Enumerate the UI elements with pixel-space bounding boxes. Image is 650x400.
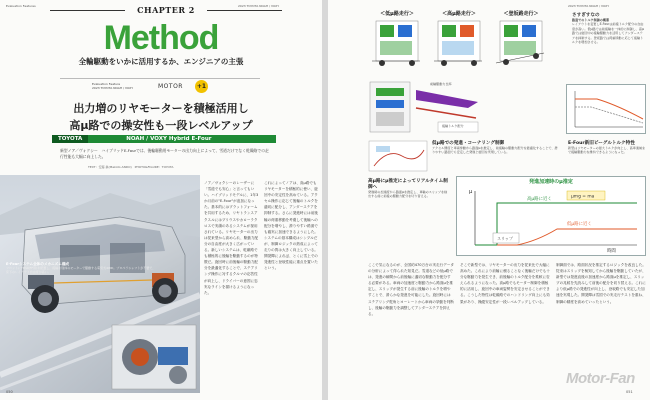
side-note-text: レイアウトを変更しE-Fourは前後トルク配分の自由度が高い。低μ路では前後輪を一体的に制御し、高μ路では旋回中の後輪駆動力を活用してアンダーステアを抑制する。登坂路では荷重移動に応じて後輪トルクを増加させる。	[572, 22, 644, 45]
torque-graph	[566, 84, 646, 134]
right-body-column-3: 制御面では、路面状況を推定するロジックを改良した。従来はスリップを検知してから後輪を駆動していたが、新型では発進直後の加速度から路面μを推定し、スリップの兆候を先読みして前後の配分を切り替える。これにより低μ路での発進性が向上し、登坂路でも安定した加速を実現した。開発陣は雪国での実走行テストを重ね、制御の精度を高めていったという。	[556, 263, 646, 304]
diagram-title: ＜高μ路走行＞	[442, 11, 476, 17]
folio-left: 050	[6, 390, 13, 394]
section-logo-line: 2023 TOYOTA NOAH / VOXY	[92, 86, 134, 90]
section-label: MOTOR	[158, 83, 183, 90]
chart-formula: μmg = ma	[571, 194, 595, 200]
chapter-label: CHAPTER 2	[125, 5, 207, 15]
small-figure-left-graphic	[368, 140, 428, 172]
torque-graph-graphic	[567, 85, 647, 135]
drive-mode-diagrams	[368, 10, 548, 72]
mu-estimation-chart	[456, 176, 646, 256]
side-note	[572, 12, 644, 44]
section-rule	[60, 78, 260, 79]
mid-label-2: 後輪トルク配分	[442, 124, 464, 128]
running-head-right: 2023 TOYOTA NOAH / VOXY	[238, 4, 280, 8]
chart-high-label: 高μ路に近く	[527, 197, 552, 202]
watermark-logo: Motor-Fan	[566, 370, 635, 387]
fig-caption-bottom	[368, 178, 450, 199]
section-logo	[92, 82, 133, 90]
fig-caption-left	[432, 140, 560, 155]
fig-caption-bottom-title: 高μ路にμ推定によってリアルタイム制御へ	[368, 179, 448, 190]
fig-caption-right	[568, 140, 646, 155]
brand-label: TOYOTA	[52, 135, 88, 143]
side-note-title: さすぎすなの	[572, 13, 600, 18]
fig-caption-right-title: E-Four新旧ビーグルトルク特性	[568, 141, 635, 146]
fig-caption-left-title: 低μ路での発進・コーナリング制御	[432, 141, 505, 146]
body-column-1: ノア／ヴォクシーのレーザーに「雪道でも安心」と言ってもいい。ハイブリッドモデルに、1年3か月前の"E-Four"が追加になった。基本的にはプラットフォームを共用するため、リヤトランスアクスルにはプリウスやカローラクロスで実績のあるシステムが採用されている。リヤモーターの出力は従来型から高められ、駆動力配分の自由度が大きく広がっている。新しいシステムは、乾燥路でも積極的に後輪を駆動するのが特徴だ。旋回時に前後輪の駆動力配分を最適化することで、ステアリング操作に対するクルマの応答性が向上し、ドライバーの意図に忠実なラインを描けるようになった。	[204, 181, 259, 295]
hero-photo	[0, 175, 200, 393]
fig-caption-right-text: 新型はリヤモーターの最大トルクが向上し、高車速域まで後輪駆動力を維持できるようになった。	[568, 146, 646, 155]
lead-text: 新型ノア／ヴォクシー ハイブリッドE-Fourでは、後輪駆動用モーターの出力向上によって、雪道だけでなく乾燥路での走行性能も大幅に向上した。	[60, 148, 269, 159]
page-subtitle: 全輪駆動をいかに活用するか、エンジニアの主張	[78, 57, 244, 66]
page-title: Method	[103, 19, 219, 57]
photo-caption-title: E-Fourシステム全体のメカニズム構成	[6, 262, 70, 266]
side-note-subtitle: 路面でのトルク制御の概要	[572, 18, 610, 22]
mid-label: 前輪駆動力比率	[430, 82, 452, 86]
chart-slip-label: スリップ	[497, 236, 513, 241]
control-diagram-graphic	[368, 78, 490, 138]
section-logo-line: Evaluation Feature	[92, 82, 121, 86]
right-page	[328, 0, 650, 400]
running-head-left: Evaluation Features	[6, 4, 36, 8]
small-figure-left	[368, 140, 428, 172]
section-number-badge: +1	[195, 80, 208, 93]
diagram-high-mu	[430, 10, 488, 73]
right-body-column-2: そこで新型では、リヤモーターの出力を従来比で大幅に高めた。これにより前輪に頼ることなく後輪だけでも十分な駆動力を発生でき、前後輪のトルク配分を柔軟に変えられるようになった。高μ路でもモーター制御を積極的に活用し、旋回中の車両姿勢を安定させることができる。こうした特性は乾燥路でのハンドリング向上にも効果があり、操縦安定性が一段レベルアップしている。	[460, 263, 550, 304]
folio-right: 051	[626, 390, 633, 394]
right-body-column-1: ここで気になるのが、全国約470万台の実走行データの分析によって得られた知見だ。雪道などの低μ路では、発進の瞬間から前後輪に適切な駆動力を配分する必要がある。車両の加速度と駆動力から路面μを推定し、スリップが発生する前に後輪のトルクを増やすことで、滑らかな発進を可能にした。旋回時にはステアリング舵角とヨーレートから車両の挙動を判断し、後輪の駆動力を調整してアンダーステアを抑える。	[368, 263, 454, 316]
fig-caption-bottom-text: 発進時の加速度から路面μを推定し、車輪のスリップを検出する前に前後の駆動力配分を切り替える。	[368, 190, 448, 199]
headline-line1: 出力増のリヤモーターを積極活用し	[73, 102, 249, 115]
mu-estimation-graphic	[457, 185, 647, 255]
body-column-2: これによってノアは、高μ路でもリヤモーターを積極的に使い、旋回中の安定性を高めている。アクセル操作に応じて後輪のトルクを適切に配分し、アンダーステアを抑制する。さらに発進時には前後輪の荷重移動を考慮して後輪への配分を増やし、滑りやすい路面でも確実に加速できるようにした。システムの基本構成はシンプルだが、制御ロジックの熟成によって走りの質は大きく向上している。開発陣によれば、とくに雪上での発進性と登坂性能に重点を置いたという。	[264, 181, 318, 271]
car-cutaway-illustration	[0, 175, 200, 393]
chart-xlabel: 時間	[607, 249, 616, 254]
headline-line2: 高μ路での操安性も一段レベルアップ	[69, 119, 253, 132]
model-bar	[52, 135, 276, 143]
diagram-slope-graphic	[492, 17, 550, 69]
chart-low-label: 低μ路に近く	[567, 222, 592, 227]
model-name: NOAH / VOXY Hybrid E-Four	[126, 136, 212, 142]
fig-caption-left-text: アクセル開度と車両挙動から路面μを推定し、前後輪の駆動力配分を最適化することで、滑りやすい路面でも安定した発進と旋回を実現している。	[432, 146, 558, 155]
left-page	[0, 0, 322, 400]
photo-caption-text: フロントにTHSⅡ(FF用)を配置し、後輪を別体のモーターで駆動する電気式4WD。プロペラシャフトが不要で、床下のレイアウト自由度が高い。	[6, 266, 156, 275]
diagram-low-mu-graphic	[368, 17, 426, 69]
diagram-high-mu-graphic	[430, 17, 488, 69]
diagram-slope	[492, 10, 550, 73]
diagram-title: ＜低μ路走行＞	[380, 11, 414, 17]
chart-ylabel: μ	[469, 189, 473, 195]
credit: TEXT：安藤 眞(Makoto ANDO) PHOTO&FIGURE：TOYOTA	[88, 165, 174, 169]
diagram-low-mu	[368, 10, 426, 73]
running-head: 2023 TOYOTA NOAH / VOXY	[568, 4, 610, 8]
control-diagram	[368, 78, 490, 138]
photo-caption	[6, 262, 156, 275]
chart-title: 発進加速時のμ推定	[529, 179, 573, 185]
diagram-title: ＜登坂路走行＞	[503, 11, 539, 17]
